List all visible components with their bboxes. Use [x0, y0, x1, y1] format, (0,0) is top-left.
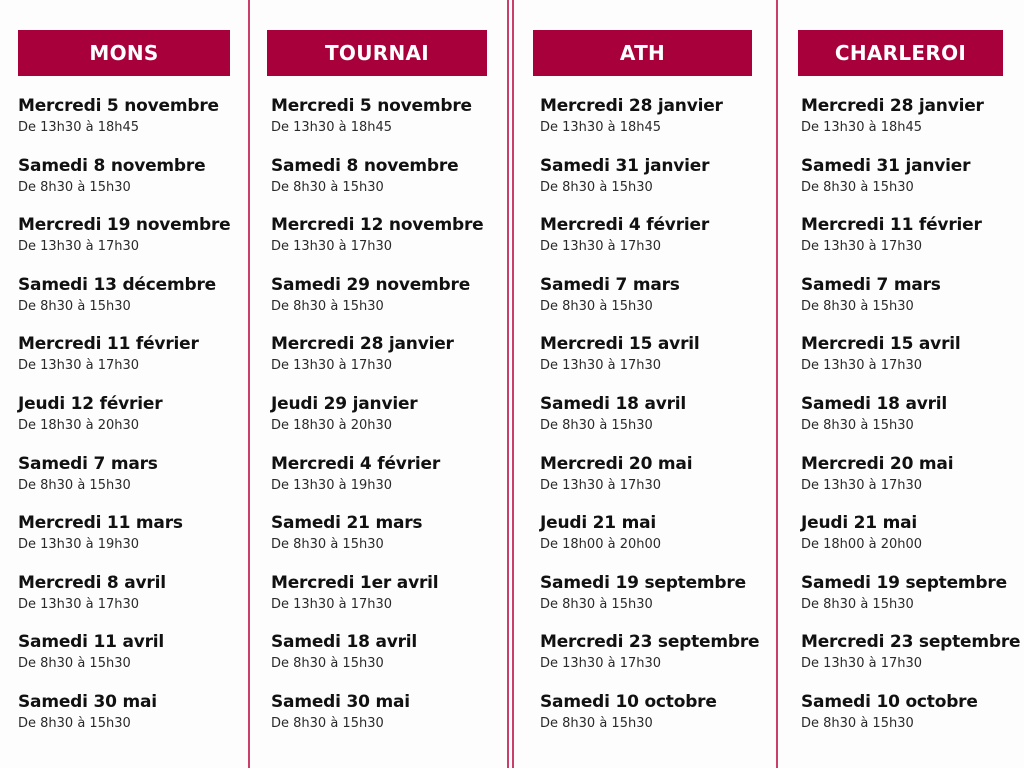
session-entry [18, 513, 183, 553]
session-date: Jeudi 21 mai [540, 513, 657, 534]
session-time: De 8h30 à 15h30 [801, 298, 914, 314]
session-entry [540, 573, 746, 613]
session-time: De 13h30 à 18h45 [18, 120, 140, 135]
session-entry [18, 156, 205, 196]
session-entry [540, 334, 700, 374]
session-time: De 13h30 à 17h30 [18, 596, 140, 612]
session-time: De 8h30 à 15h30 [271, 537, 384, 553]
session-time: De 18h30 à 20h30 [18, 418, 140, 433]
session-entry [271, 394, 417, 434]
column-divider [776, 0, 778, 768]
session-date: Mercredi 11 février [801, 215, 982, 236]
session-entry [540, 275, 680, 315]
session-time: De 8h30 à 15h30 [540, 298, 653, 314]
session-entry [271, 334, 454, 374]
session-time: De 8h30 à 15h30 [801, 596, 914, 612]
session-entry [18, 454, 158, 494]
city-header [798, 30, 1003, 76]
city-header [267, 30, 487, 76]
session-date: Mercredi 5 novembre [18, 96, 219, 116]
session-date: Mercredi 20 mai [540, 453, 693, 474]
session-entry [18, 573, 166, 613]
session-time: De 13h30 à 17h30 [801, 656, 923, 672]
session-date: Samedi 7 mars [801, 274, 941, 295]
session-time: De 8h30 à 15h30 [271, 179, 384, 195]
city-header-label: TOURNAI [324, 41, 430, 65]
session-time: De 13h30 à 18h45 [801, 120, 923, 135]
session-time: De 13h30 à 17h30 [18, 239, 140, 255]
session-date: Samedi 18 avril [271, 632, 418, 653]
city-header-label: ATH [619, 41, 666, 65]
session-entry [801, 573, 1007, 613]
session-time: De 13h30 à 17h30 [271, 596, 393, 612]
session-entry [801, 632, 1020, 672]
session-entry [540, 692, 717, 732]
city-header [533, 30, 752, 76]
session-time: De 8h30 à 15h30 [18, 179, 131, 195]
session-date: Samedi 13 décembre [18, 274, 216, 295]
session-entry [271, 156, 458, 196]
session-time: De 8h30 à 15h30 [18, 477, 131, 493]
session-date: Mercredi 23 septembre [801, 632, 1021, 653]
session-time: De 13h30 à 17h30 [271, 239, 393, 255]
session-date: Samedi 8 novembre [18, 155, 206, 176]
session-date: Samedi 7 mars [540, 274, 680, 295]
session-time: De 18h00 à 20h00 [801, 537, 923, 553]
session-date: Mercredi 1er avril [271, 572, 439, 593]
session-time: De 8h30 à 15h30 [540, 596, 653, 612]
session-date: Mercredi 4 février [540, 215, 710, 236]
session-time: De 8h30 à 15h30 [801, 716, 914, 731]
session-entry [271, 96, 472, 136]
session-date: Mercredi 28 janvier [540, 96, 723, 116]
session-date: Mercredi 15 avril [801, 334, 961, 355]
session-time: De 8h30 à 15h30 [271, 298, 384, 314]
session-time: De 8h30 à 15h30 [540, 716, 653, 731]
session-entry [540, 632, 759, 672]
session-entry [801, 513, 922, 553]
session-time: De 13h30 à 19h30 [18, 537, 140, 553]
session-time: De 8h30 à 15h30 [18, 298, 131, 314]
session-entry [18, 215, 231, 255]
session-time: De 8h30 à 15h30 [540, 418, 653, 433]
session-entry [271, 454, 440, 494]
session-time: De 13h30 à 17h30 [540, 239, 662, 255]
session-date: Jeudi 21 mai [801, 513, 918, 534]
session-entry [801, 215, 982, 255]
session-date: Samedi 7 mars [18, 453, 158, 474]
session-time: De 18h00 à 20h00 [540, 537, 662, 553]
session-entry [801, 156, 970, 196]
session-entry [540, 513, 661, 553]
session-time: De 13h30 à 17h30 [18, 358, 140, 374]
session-time: De 8h30 à 15h30 [540, 179, 653, 195]
session-date: Mercredi 4 février [271, 453, 441, 474]
session-entry [18, 692, 157, 732]
session-entry [271, 275, 470, 315]
session-time: De 13h30 à 17h30 [801, 239, 923, 255]
session-date: Mercredi 28 janvier [271, 334, 454, 355]
session-date: Samedi 18 avril [801, 394, 948, 414]
session-entry [18, 275, 216, 315]
session-date: Samedi 8 novembre [271, 155, 459, 176]
session-date: Samedi 18 avril [540, 394, 687, 414]
session-entry [801, 334, 961, 374]
column-divider [248, 0, 250, 768]
session-entry [540, 156, 709, 196]
session-time: De 13h30 à 17h30 [540, 358, 662, 374]
column-divider-double-left [507, 0, 509, 768]
session-date: Samedi 29 novembre [271, 274, 471, 295]
session-entry [540, 215, 709, 255]
session-time: De 13h30 à 17h30 [801, 358, 923, 374]
column-divider-double-right [512, 0, 514, 768]
city-header [18, 30, 230, 76]
session-entry [540, 454, 692, 494]
session-date: Mercredi 8 avril [18, 572, 166, 593]
session-date: Mercredi 28 janvier [801, 96, 984, 116]
session-entry [540, 96, 723, 136]
session-time: De 13h30 à 17h30 [271, 358, 393, 374]
session-entry [271, 215, 484, 255]
session-date: Samedi 31 janvier [801, 155, 971, 176]
session-date: Samedi 19 septembre [801, 572, 1007, 593]
session-date: Samedi 19 septembre [540, 572, 746, 593]
session-date: Mercredi 11 février [18, 334, 199, 355]
session-entry [271, 692, 410, 732]
session-entry [801, 692, 978, 732]
session-entry [18, 394, 162, 434]
session-date: Mercredi 12 novembre [271, 215, 484, 236]
session-date: Mercredi 23 septembre [540, 632, 760, 653]
session-time: De 8h30 à 15h30 [18, 716, 131, 731]
session-date: Mercredi 15 avril [540, 334, 700, 355]
session-date: Mercredi 11 mars [18, 513, 183, 534]
session-date: Mercredi 5 novembre [271, 96, 472, 116]
session-time: De 13h30 à 18h45 [540, 120, 662, 135]
session-time: De 8h30 à 15h30 [271, 656, 384, 672]
session-time: De 13h30 à 19h30 [271, 477, 393, 493]
session-entry [271, 573, 438, 613]
session-time: De 8h30 à 15h30 [801, 418, 914, 433]
session-time: De 8h30 à 15h30 [271, 716, 384, 731]
session-date: Samedi 10 octobre [540, 692, 717, 712]
session-date: Samedi 11 avril [18, 632, 165, 653]
session-entry [801, 394, 947, 434]
session-date: Mercredi 20 mai [801, 453, 954, 474]
city-header-label: MONS [89, 41, 159, 65]
session-time: De 18h30 à 20h30 [271, 418, 393, 433]
session-date: Samedi 31 janvier [540, 155, 710, 176]
session-date: Samedi 10 octobre [801, 692, 978, 712]
session-entry [801, 96, 984, 136]
session-entry [801, 275, 941, 315]
session-entry [540, 394, 686, 434]
session-date: Samedi 30 mai [271, 692, 410, 712]
session-entry [271, 513, 422, 553]
session-time: De 8h30 à 15h30 [18, 656, 131, 672]
session-entry [271, 632, 417, 672]
session-time: De 13h30 à 17h30 [801, 477, 923, 493]
session-time: De 13h30 à 17h30 [540, 477, 662, 493]
session-date: Samedi 21 mars [271, 513, 423, 534]
session-date: Jeudi 29 janvier [271, 394, 418, 414]
session-time: De 13h30 à 18h45 [271, 120, 393, 135]
city-header-label: CHARLEROI [834, 41, 967, 65]
session-date: Mercredi 19 novembre [18, 215, 231, 236]
session-entry [801, 454, 953, 494]
session-date: Samedi 30 mai [18, 692, 157, 712]
session-entry [18, 632, 164, 672]
session-entry [18, 96, 219, 136]
session-date: Jeudi 12 février [18, 394, 163, 414]
session-time: De 8h30 à 15h30 [801, 179, 914, 195]
session-time: De 13h30 à 17h30 [540, 656, 662, 672]
session-entry [18, 334, 199, 374]
